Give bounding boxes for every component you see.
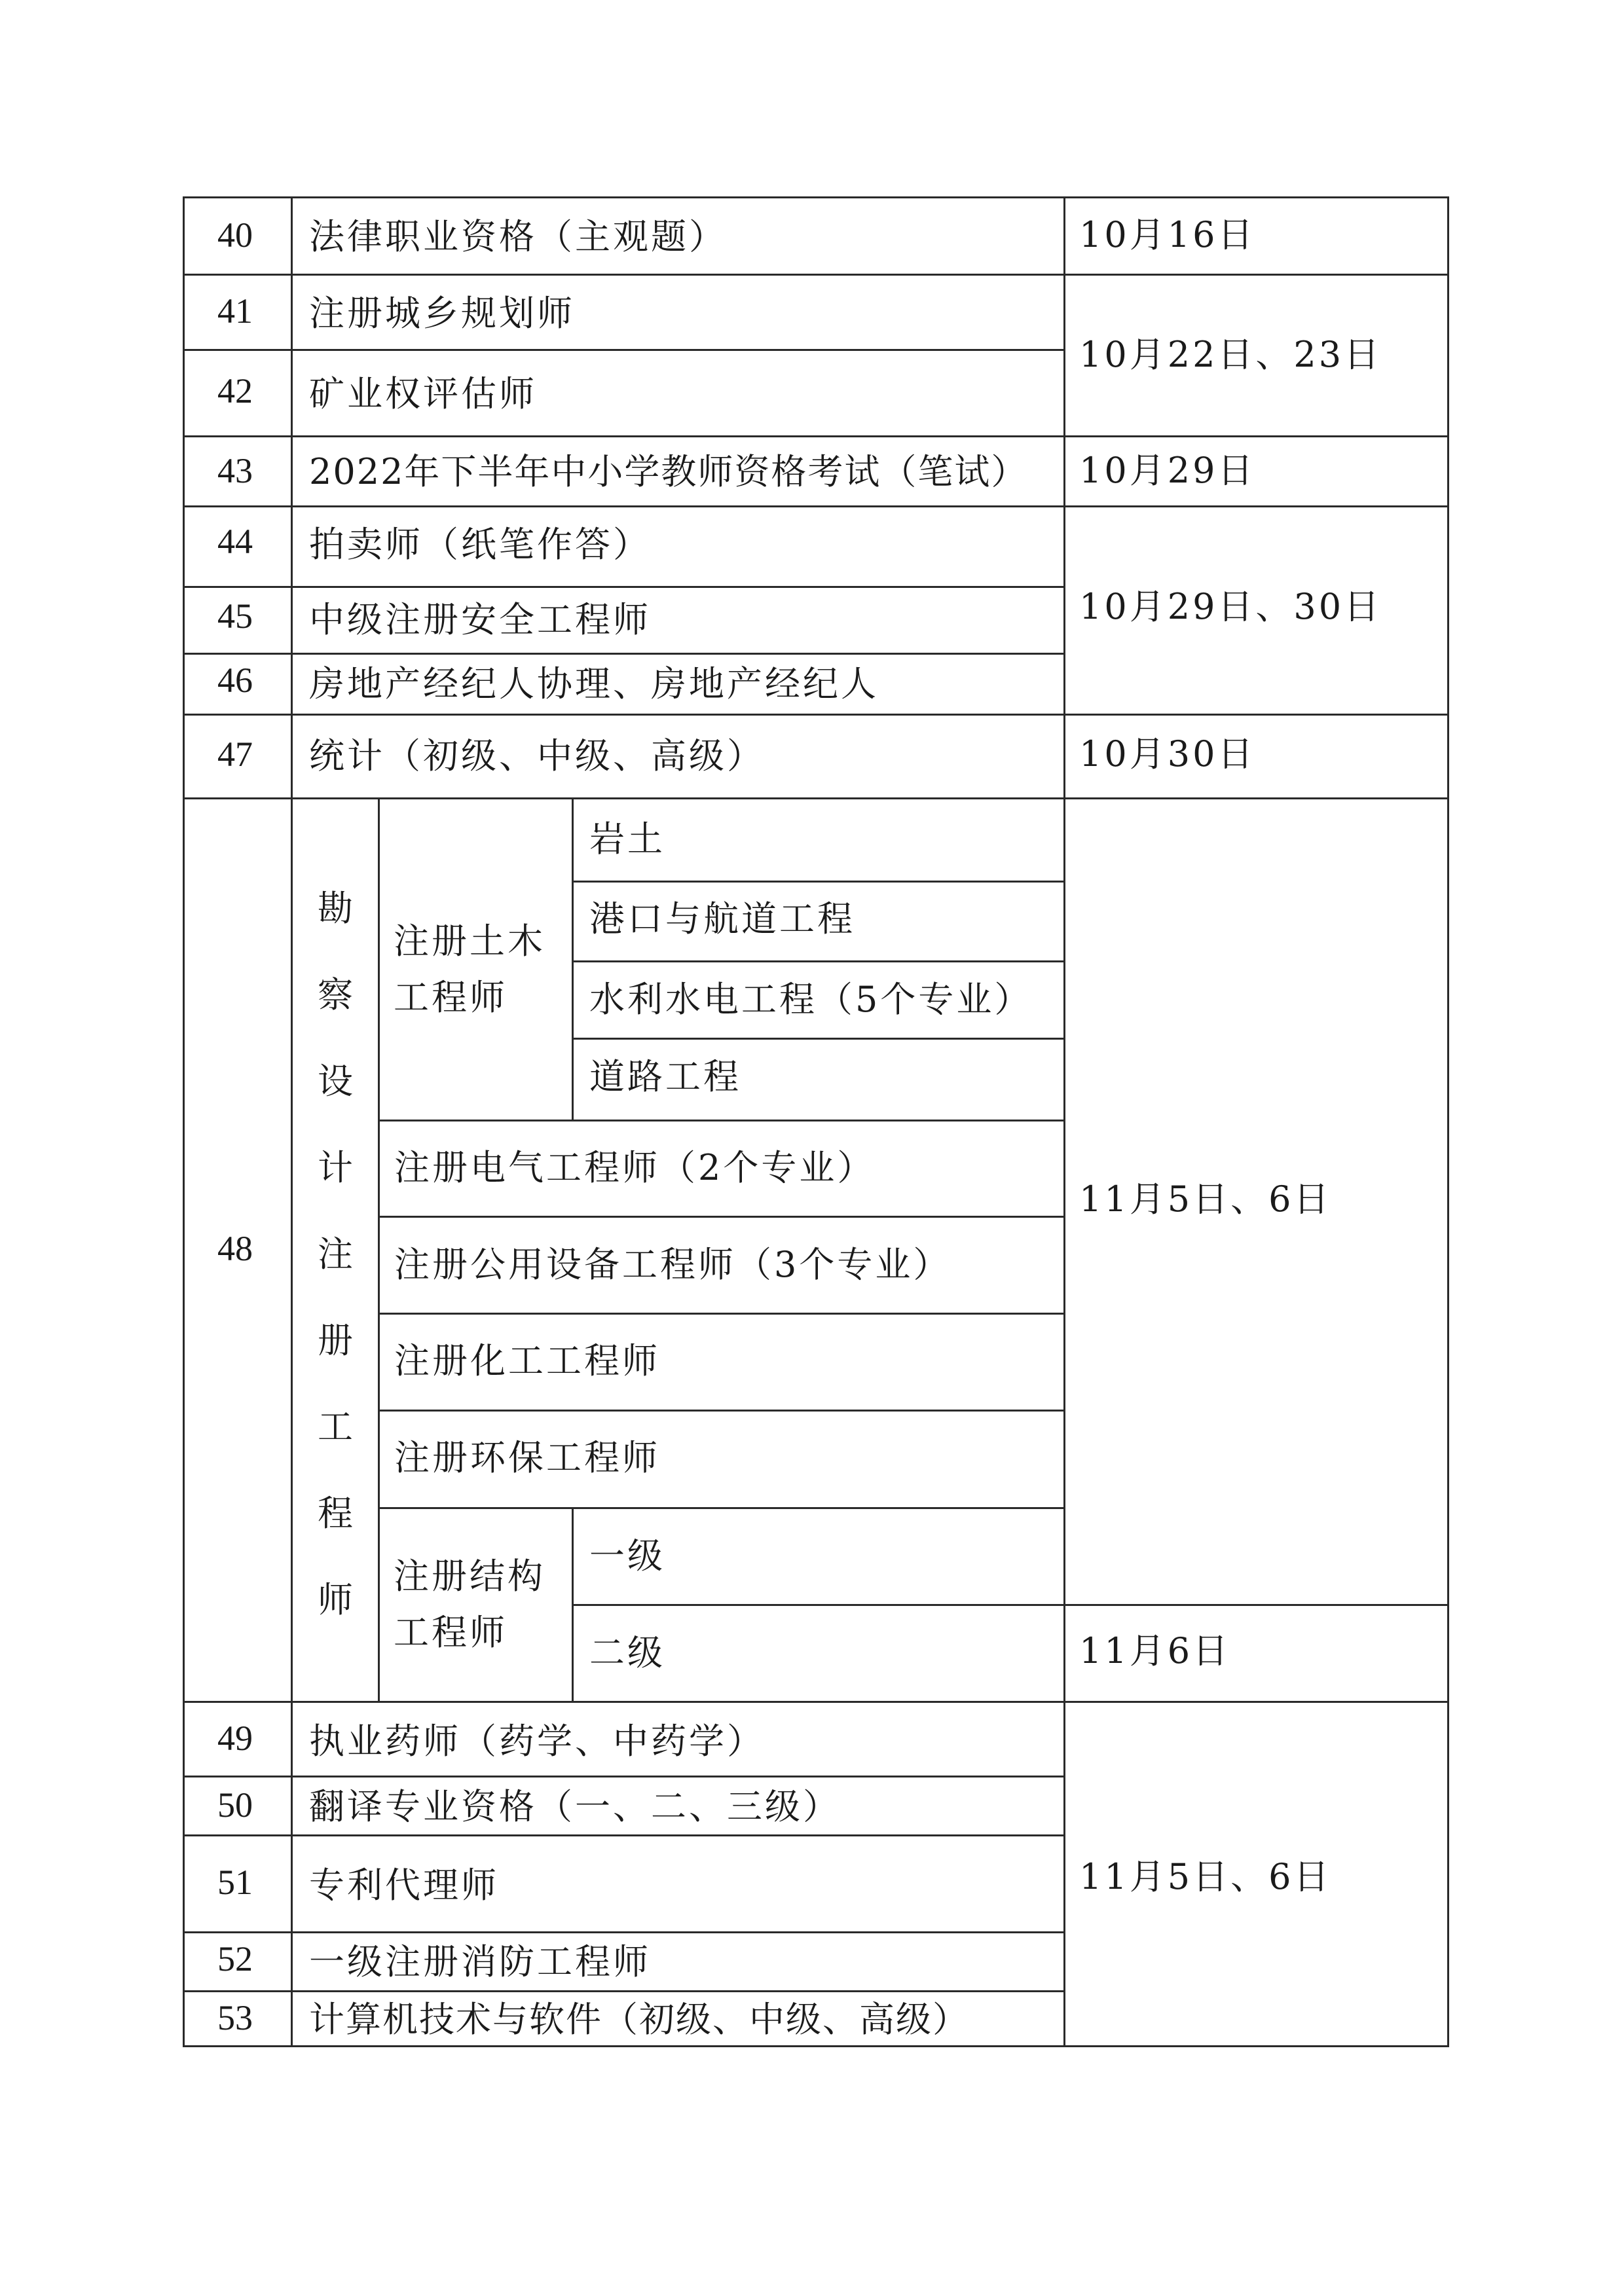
exam-date: 11月5日、6日 — [1079, 1856, 1332, 1897]
exam-name: 2022年下半年中小学教师资格考试（笔试） — [309, 451, 1028, 492]
row-number: 43 — [217, 451, 253, 490]
civil-sub-road: 道路工程 — [589, 1056, 741, 1097]
exam-name: 专利代理师 — [309, 1865, 499, 1906]
exam-name: 执业药师（药学、中药学） — [309, 1721, 765, 1762]
row-number: 46 — [217, 661, 253, 700]
row-number: 48 — [217, 1229, 253, 1268]
utility-engineer: 注册公用设备工程师（3个专业） — [394, 1244, 951, 1285]
row-number: 49 — [217, 1719, 253, 1758]
exam-date: 10月29日、30日 — [1079, 586, 1382, 627]
row-number: 51 — [217, 1863, 253, 1902]
category-vertical-label: 勘 察 设 计 注 册 工 程 师 — [318, 888, 353, 1620]
exam-name: 统计（初级、中级、高级） — [309, 735, 765, 776]
exam-date: 10月22日、23日 — [1079, 334, 1382, 375]
structural-engineer-name: 注册结构工程师 — [394, 1556, 545, 1653]
exam-name: 一级注册消防工程师 — [309, 1941, 651, 1982]
row-number: 40 — [217, 215, 253, 255]
civil-sub-geotech: 岩土 — [589, 818, 665, 860]
row-number: 47 — [217, 735, 253, 774]
structural-sub-grade1: 一级 — [589, 1535, 665, 1576]
row-number: 50 — [217, 1785, 253, 1825]
row-number: 52 — [217, 1939, 253, 1978]
environmental-engineer: 注册环保工程师 — [394, 1437, 660, 1478]
structural-sub-grade2: 二级 — [589, 1632, 665, 1673]
row-number: 45 — [217, 596, 253, 636]
exam-name: 拍卖师（纸笔作答） — [309, 524, 651, 565]
exam-name: 房地产经纪人协理、房地产经纪人 — [309, 663, 879, 704]
exam-date: 10月29日 — [1079, 450, 1256, 491]
row-number: 41 — [217, 291, 253, 331]
exam-name: 矿业权评估师 — [309, 373, 537, 414]
civil-engineer-name: 注册土木工程师 — [394, 920, 545, 1018]
exam-name: 中级注册安全工程师 — [309, 599, 651, 640]
exam-date: 10月16日 — [1079, 214, 1256, 255]
row-number: 44 — [217, 522, 253, 561]
exam-date: 10月30日 — [1079, 733, 1256, 774]
row-number: 53 — [217, 1998, 253, 2037]
exam-date: 11月6日 — [1079, 1630, 1231, 1671]
civil-sub-hydro: 水利水电工程（5个专业） — [589, 979, 1033, 1020]
electrical-engineer: 注册电气工程师（2个专业） — [394, 1147, 876, 1188]
civil-sub-port: 港口与航道工程 — [589, 898, 855, 939]
exam-name: 法律职业资格（主观题） — [309, 216, 727, 257]
exam-name: 翻译专业资格（一、二、三级） — [309, 1786, 841, 1827]
exam-name: 计算机技术与软件（初级、中级、高级） — [309, 1999, 969, 2040]
exam-name: 注册城乡规划师 — [309, 293, 575, 334]
row-number: 42 — [217, 371, 253, 410]
exam-date: 11月5日、6日 — [1079, 1178, 1332, 1220]
chemical-engineer: 注册化工工程师 — [394, 1340, 660, 1381]
